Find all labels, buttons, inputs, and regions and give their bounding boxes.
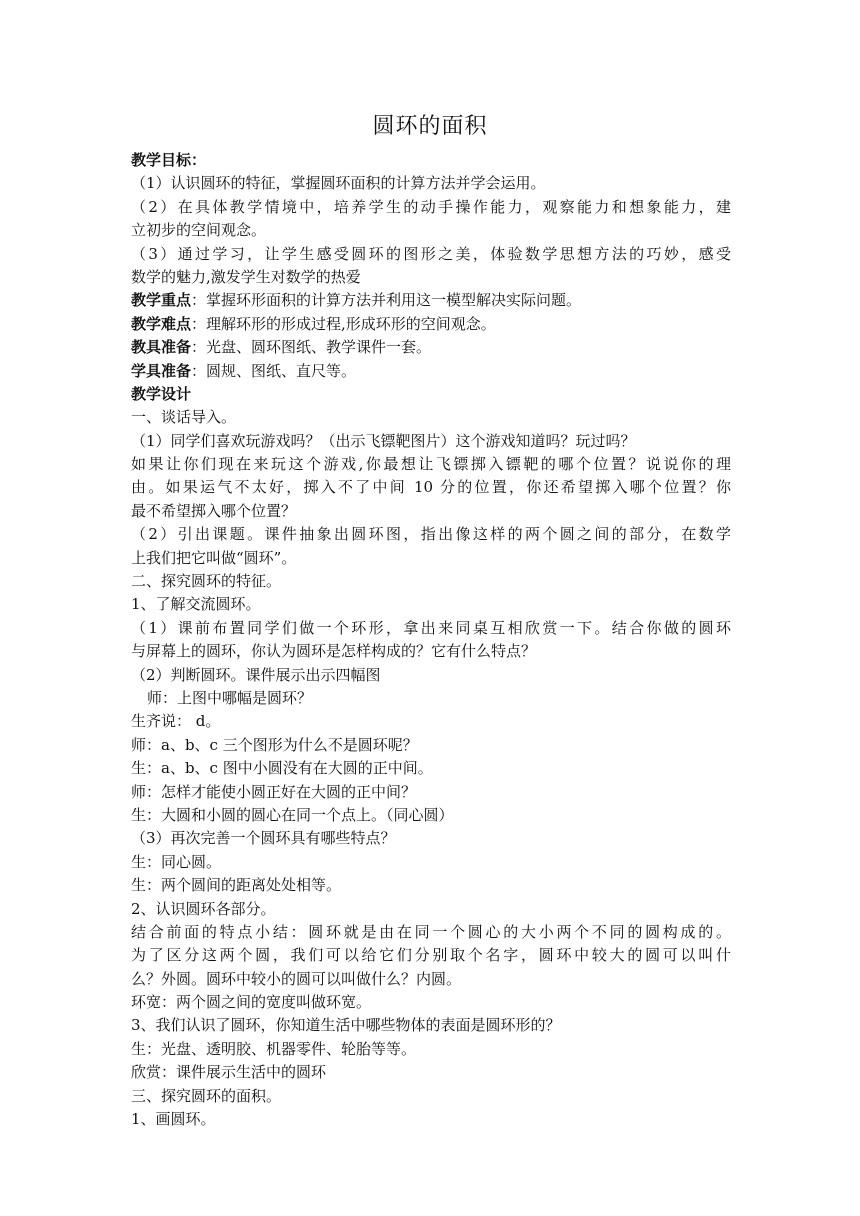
- line-text: （2）引出课题。课件抽象出圆环图，指出像这样的两个圆之间的部分，在数学: [131, 525, 731, 544]
- line-text: 生：两个圆间的距离处处相等。: [131, 876, 342, 895]
- line-text: ：光盘、圆环图纸、教学课件一套。: [191, 338, 432, 357]
- line-text: （2）在具体教学情境中，培养学生的动手操作能力，观察能力和想象能力，建: [131, 197, 731, 216]
- line-text: 为了区分这两个圆，我们可以给它们分别取个名字，圆环中较大的圆可以叫什: [131, 946, 731, 965]
- line-text: 师：a、b、c 三个图形为什么不是圆环呢？: [131, 735, 418, 754]
- text-line: [131, 243, 731, 266]
- text-line: [131, 149, 731, 172]
- text-line: [131, 710, 731, 733]
- line-text: （1）同学们喜欢玩游戏吗？（出示飞镖靶图片）这个游戏知道吗？玩过吗？: [131, 431, 636, 450]
- text-line: [131, 804, 731, 827]
- text-line: [131, 289, 731, 312]
- line-text: 师：上图中哪幅是圆环？: [147, 688, 313, 707]
- text-line: [131, 1014, 731, 1037]
- text-line: [131, 1108, 731, 1131]
- text-line: [131, 593, 731, 616]
- line-text: （3）再次完善一个圆环具有哪些特点？: [131, 829, 396, 848]
- text-line: [131, 617, 731, 640]
- text-line: [131, 360, 731, 383]
- text-line: [131, 430, 731, 453]
- line-text: 与屏幕上的圆环，你认为圆环是怎样构成的？它有什么特点？: [131, 642, 537, 661]
- line-text: 数学的魅力,激发学生对数学的热爱: [131, 267, 361, 286]
- text-line: [131, 406, 731, 429]
- line-text: 上我们把它叫做“圆环”。: [131, 548, 297, 567]
- document-body: [131, 149, 731, 1131]
- line-text: 生：光盘、透明胶、机器零件、轮胎等等。: [131, 1039, 417, 1058]
- text-line: [131, 734, 731, 757]
- text-line: [131, 547, 731, 570]
- text-line: [131, 827, 731, 850]
- line-text: ：理解环形的形成过程,形成环形的空间观念。: [191, 314, 496, 333]
- line-text: 生：a、b、c 图中小圆没有在大圆的正中间。: [131, 759, 433, 778]
- line-text: 二、探究圆环的特征。: [131, 572, 282, 591]
- text-line: [131, 851, 731, 874]
- line-text: 结合前面的特点小结：圆环就是由在同一个圆心的大小两个不同的圆构成的。: [131, 922, 731, 941]
- line-text: 1、画圆环。: [131, 1110, 216, 1129]
- line-text: 三、探究圆环的面积。: [131, 1086, 282, 1105]
- line-text: 生：同心圆。: [131, 852, 222, 871]
- line-text: 立初步的空间观念。: [131, 221, 267, 240]
- text-line: [131, 1061, 731, 1084]
- text-line: [131, 968, 731, 991]
- text-line: [131, 781, 731, 804]
- text-line: [131, 757, 731, 780]
- line-text: 由。如果运气不太好，掷入不了中间 10 分的位置，你还希望掷入哪个位置？你: [131, 478, 731, 497]
- text-line: [131, 266, 731, 289]
- text-line: [131, 1038, 731, 1061]
- line-text: （2）判断圆环。课件展示出示四幅图: [131, 665, 381, 684]
- text-line: [131, 874, 731, 897]
- text-line: [131, 640, 731, 663]
- section-label: 教学难点: [131, 314, 192, 333]
- line-text: 2、认识圆环各部分。: [131, 899, 276, 918]
- line-text: 欣赏：课件展示生活中的圆环: [131, 1063, 327, 1082]
- line-text: 师：怎样才能使小圆正好在大圆的正中间？: [131, 782, 417, 801]
- line-text: 环宽：两个圆之间的宽度叫做环宽。: [131, 993, 372, 1012]
- line-text: （1）课前布置同学们做一个环形，拿出来同桌互相欣赏一下。结合你做的圆环: [131, 618, 731, 637]
- line-text: 一、谈话导入。: [131, 408, 237, 427]
- line-text: 3、我们认识了圆环，你知道生活中哪些物体的表面是圆环形的？: [131, 1016, 561, 1035]
- section-label: 教学设计: [131, 384, 192, 403]
- text-line: [131, 523, 731, 546]
- text-line: [131, 1085, 731, 1108]
- text-line: [131, 453, 731, 476]
- line-text: ：圆规、图纸、直尺等。: [191, 361, 357, 380]
- line-text: 生齐说： d。: [131, 712, 221, 731]
- line-text: 最不希望掷入哪个位置？: [131, 501, 297, 520]
- section-label: 教学目标：: [131, 151, 207, 169]
- text-line: [131, 664, 731, 687]
- section-label: 学具准备: [131, 361, 192, 380]
- text-line: [131, 196, 731, 219]
- section-label: 教具准备: [131, 338, 192, 357]
- text-line: [131, 570, 731, 593]
- text-line: [131, 921, 731, 944]
- text-line: [131, 313, 731, 336]
- text-line: [131, 336, 731, 359]
- text-line: [131, 172, 731, 195]
- text-line: [131, 898, 731, 921]
- line-text: （1）认识圆环的特征，掌握圆环面积的计算方法并学会运用。: [131, 174, 546, 193]
- text-line: [131, 500, 731, 523]
- text-line: [131, 687, 731, 710]
- line-text: ：掌握环形面积的计算方法并利用这一模型解决实际问题。: [191, 291, 582, 310]
- line-text: 么？外圆。圆环中较小的圆可以叫做什么？内圆。: [131, 969, 462, 988]
- text-line: [131, 991, 731, 1014]
- text-line: [131, 383, 731, 406]
- text-line: [131, 476, 731, 499]
- text-line: [131, 944, 731, 967]
- text-line: [131, 219, 731, 242]
- line-text: 如果让你们现在来玩这个游戏,你最想让飞镖掷入镖靶的哪个位置？说说你的理: [131, 455, 731, 474]
- document-title: 圆环的面积: [372, 114, 488, 139]
- section-label: 教学重点: [131, 291, 192, 310]
- line-text: 1、了解交流圆环。: [131, 595, 261, 614]
- line-text: （3）通过学习，让学生感受圆环的图形之美，体验数学思想方法的巧妙，感受: [131, 244, 731, 263]
- line-text: 生：大圆和小圆的圆心在同一个点上。（同心圆）: [131, 805, 454, 824]
